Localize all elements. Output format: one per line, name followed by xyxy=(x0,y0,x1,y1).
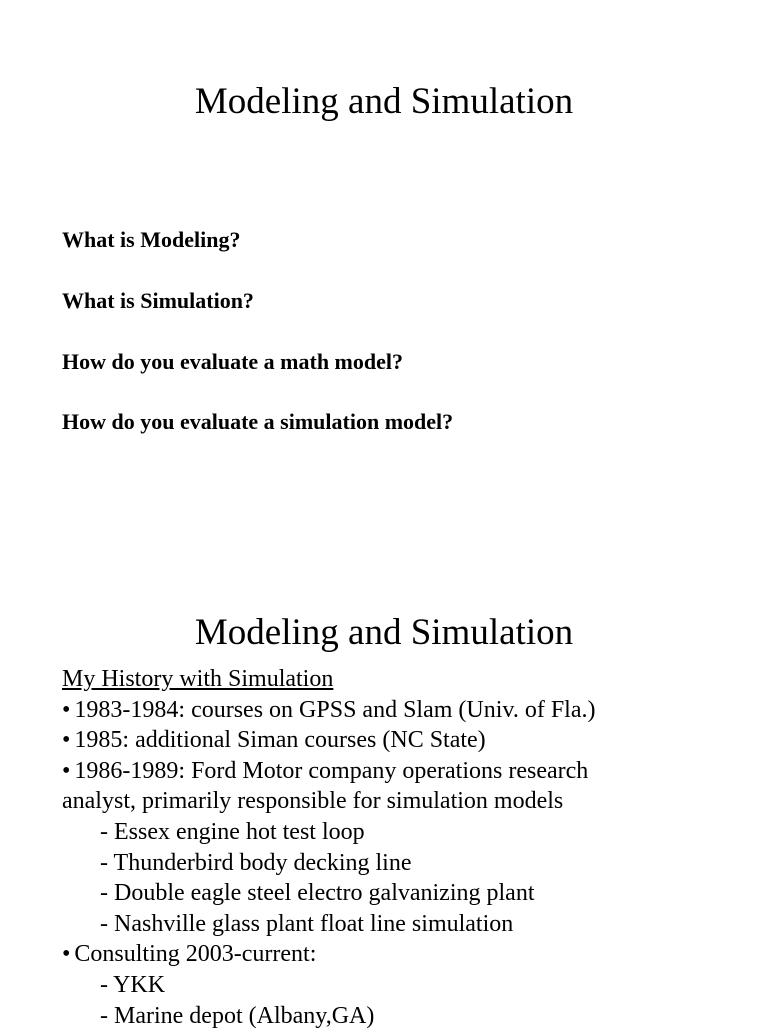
bullet-text: 1983-1984: courses on GPSS and Slam (Univ. of Fla.) xyxy=(74,696,596,723)
bullet-item xyxy=(62,756,752,787)
bullet-text: 1986-1989: Ford Motor company operations research xyxy=(74,757,589,784)
slide-title: Modeling and Simulation xyxy=(194,612,574,653)
bullet-glyph: • xyxy=(62,696,71,723)
slide-title: Modeling and Simulation xyxy=(194,81,574,122)
sub-item: - Marine depot (Albany,GA) xyxy=(100,1002,375,1029)
question-what-is-modeling: What is Modeling? xyxy=(62,227,241,252)
bullet-glyph: • xyxy=(62,727,71,754)
bullet-text: Consulting 2003-current: xyxy=(74,941,317,968)
slide-body xyxy=(62,664,752,1031)
section-subheading: My History with Simulation xyxy=(62,666,334,692)
sub-item: - Double eagle steel electro galvanizing plant xyxy=(100,880,535,907)
bullet-glyph: • xyxy=(62,941,71,968)
question-what-is-simulation: What is Simulation? xyxy=(62,288,254,313)
bullet-item xyxy=(62,695,752,726)
sub-item: - Nashville glass plant float line simulation xyxy=(100,910,514,937)
sub-item: - Thunderbird body decking line xyxy=(100,849,412,876)
bullet-glyph: • xyxy=(62,757,71,784)
bullet-text: 1985: additional Siman courses (NC State) xyxy=(74,727,486,754)
sub-item: - Essex engine hot test loop xyxy=(100,818,365,845)
question-evaluate-simulation-model: How do you evaluate a simulation model? xyxy=(62,409,454,434)
bullet-continuation: analyst, primarily responsible for simulation models xyxy=(62,788,564,815)
slide-2 xyxy=(0,540,768,1029)
sub-item: - YKK xyxy=(100,971,166,998)
question-evaluate-math-model: How do you evaluate a math model? xyxy=(62,349,403,374)
bullet-item xyxy=(62,725,752,756)
bullet-item xyxy=(62,939,752,970)
